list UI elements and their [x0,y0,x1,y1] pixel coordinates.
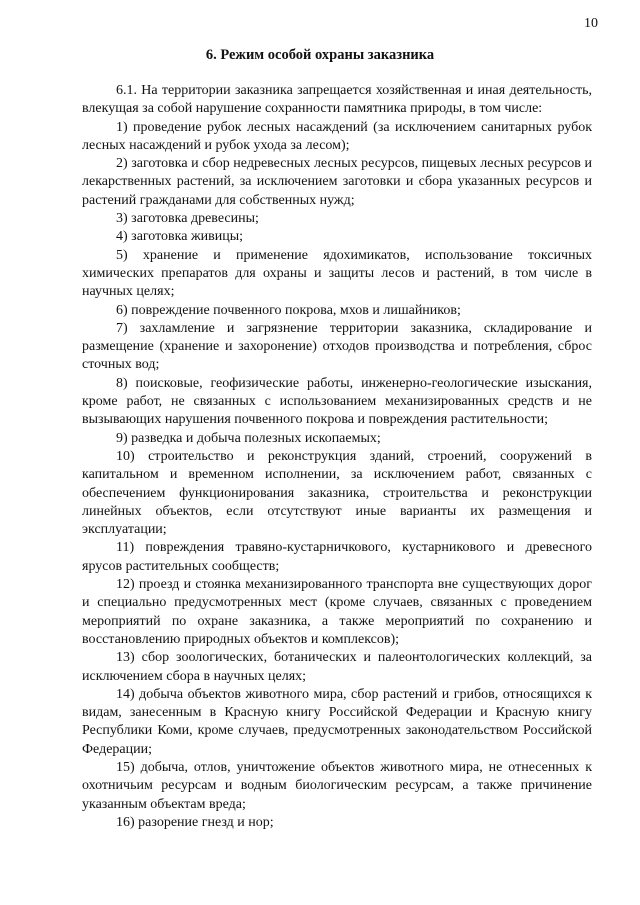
list-item-15: 15) добыча, отлов, уничтожение объектов животного мира, не отнесенных к охотничьим ресурсам и водным биологическим ресурсам, а также причинение указанным объектам вреда; [82,759,592,812]
document-body [82,82,592,832]
list-item-4: 4) заготовка живицы; [116,229,244,245]
list-item-3: 3) заготовка древесины; [116,211,259,227]
list-item-9: 9) разведка и добыча полезных ископаемых; [116,430,381,446]
list-item-13: 13) сбор зоологических, ботанических и палеонтологических коллекций, за исключением сбора в научных целях; [82,650,592,684]
list-item-12: 12) проезд и стоянка механизированного транспорта вне существующих дорог и специально предусмотренных мест (кроме случаев, связанных с проведением мероприятий по охране заказника, а также мероприятий по сохранению и восстановлению природных объектов и комплексов); [82,577,592,647]
list-item-8: 8) поисковые, геофизические работы, инженерно-геологические изыскания, кроме работ, не связанных с использованием механизированных средств и не вызывающих нарушения почвенного покрова и повреждения растительности; [82,375,592,428]
list-item-16: 16) разорение гнезд и нор; [116,814,274,830]
list-item-6: 6) повреждение почвенного покрова, мхов и лишайников; [116,302,461,318]
list-item-1: 1) проведение рубок лесных насаждений (за исключением санитарных рубок лесных насаждений и рубок ухода за лесом); [82,119,592,153]
intro-paragraph: 6.1. На территории заказника запрещается хозяйственная и иная деятельность, влекущая за собой нарушение сохранности памятника природы, в том числе: [82,83,592,117]
page-number: 10 [584,16,598,31]
list-item-7: 7) захламление и загрязнение территории заказника, складирование и размещение (хранение и захоронение) отходов производства и потребления, сброс сточных вод; [82,320,592,373]
section-title: 6. Режим особой охраны заказника [205,47,435,63]
list-item-5: 5) хранение и применение ядохимикатов, использование токсичных химических препаратов для охраны и защиты лесов и растений, в том числе в научных целях; [82,247,592,300]
list-item-11: 11) повреждения травяно-кустарничкового, кустарникового и древесного ярусов растительных сообществ; [82,540,592,574]
list-item-2: 2) заготовка и сбор недревесных лесных ресурсов, пищевых лесных ресурсов и лекарственных растений, за исключением заготовки и сбора указанных ресурсов и растений гражданами для собственных нужд; [82,156,592,208]
list-item-10: 10) строительство и реконструкция зданий, строений, сооружений в капитальном и временном исполнении, за исключением работ, связанных с обеспечением функционирования заказника, строительства и реконструкции линейных объектов, если отсутствуют иные варианты их размещения и эксплуатации; [82,448,592,538]
list-item-14: 14) добыча объектов животного мира, сбор растений и грибов, относящихся к видам, занесенным в Красную книгу Российской Федерации и Красную книгу Республики Коми, кроме случаев, предусмотренных законодательством Российской Федерации; [82,686,592,757]
